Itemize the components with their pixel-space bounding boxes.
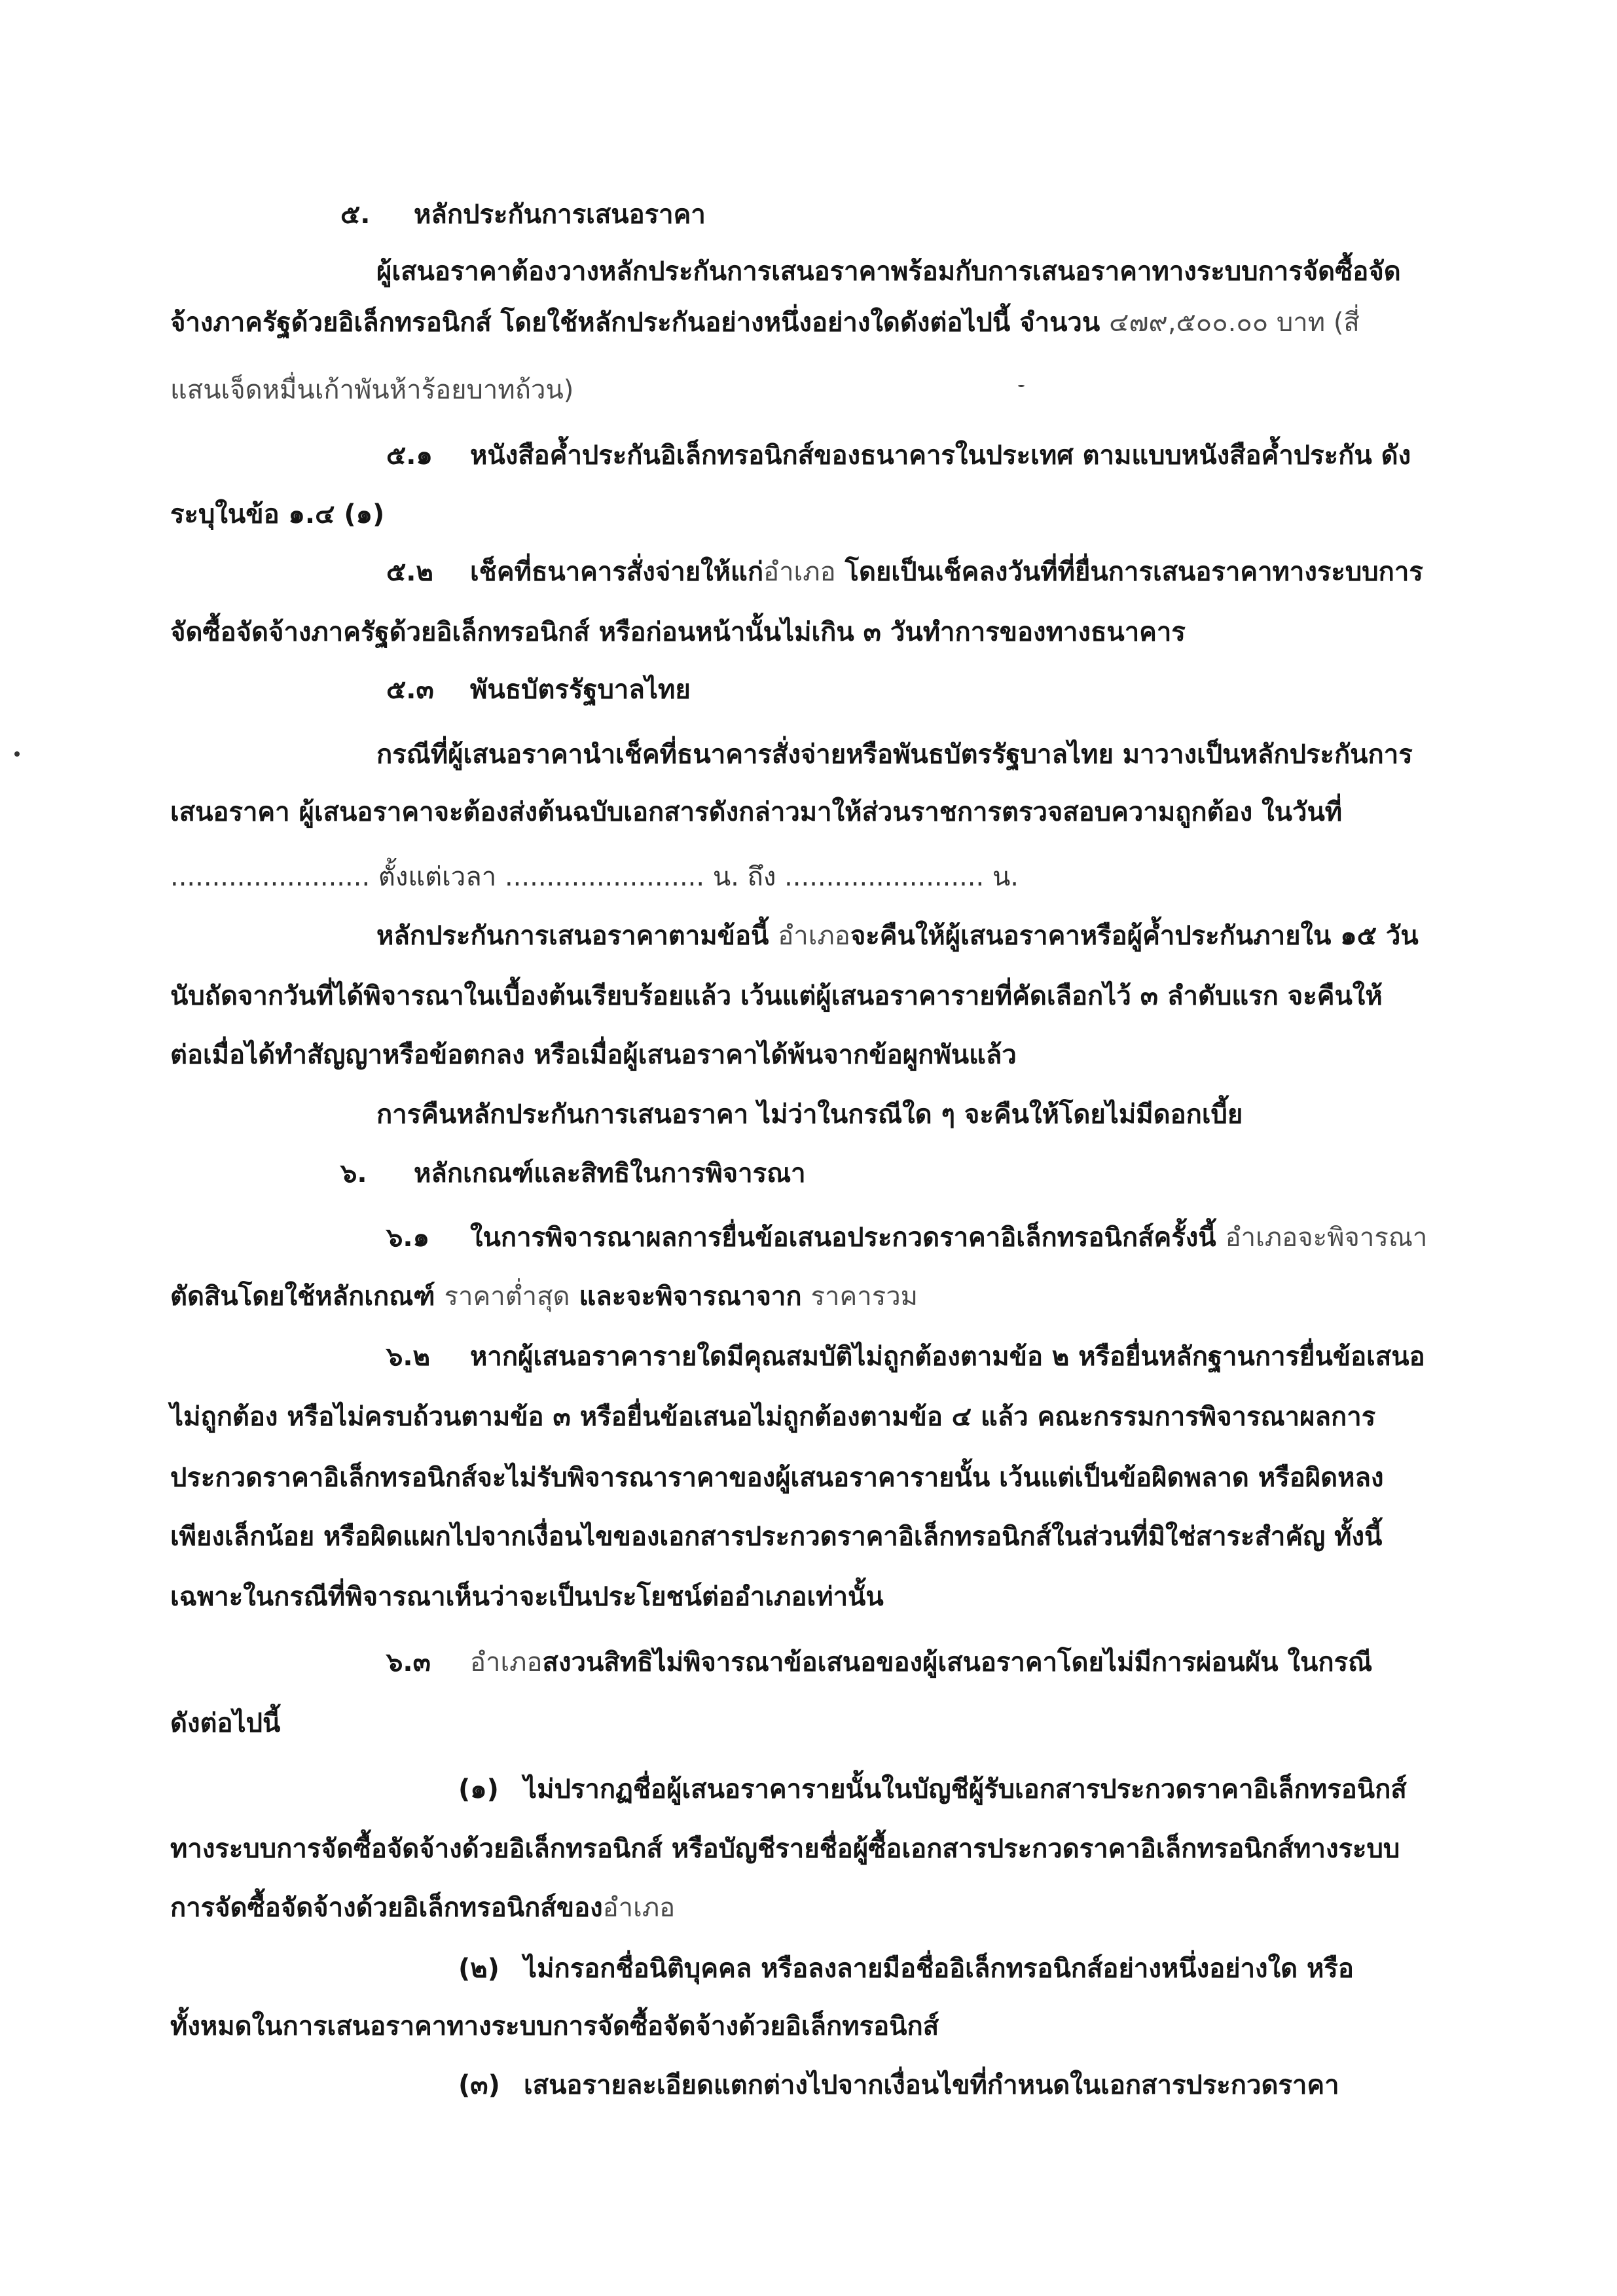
paragraph-line: ทางระบบการจัดซื้อจัดจ้างด้วยอิเล็กทรอนิกส์ หรือบัญชีรายชื่อผู้ซื้อเอกสารประกวดราคาอิเล็กทรอนิกส์ทางระบบ xyxy=(170,1834,1400,1864)
criteria-lowest-price: ราคาต่ำสุด xyxy=(444,1282,570,1312)
paragraph-line: นับถัดจากวันที่ได้พิจารณาในเบื้องต้นเรียบร้อยแล้ว เว้นแต่ผู้เสนอราคารายที่คัดเลือกไว้ ๓ ลำดับแรก จะคืนให้ xyxy=(170,981,1383,1011)
paragraph-line: ระบุในข้อ ๑.๔ (๑) xyxy=(170,499,385,529)
paragraph-line: ประกวดราคาอิเล็กทรอนิกส์จะไม่รับพิจารณาราคาของผู้เสนอราคารายนั้น เว้นแต่เป็นข้อผิดพลาด หรือผิดหลง xyxy=(170,1463,1384,1493)
paragraph-line: การคืนหลักประกันการเสนอราคา ไม่ว่าในกรณีใด ๆ จะคืนให้โดยไม่มีดอกเบี้ย xyxy=(376,1100,1243,1130)
paragraph-line: เสนอราคา ผู้เสนอราคาจะต้องส่งต้นฉบับเอกสารดังกล่าวมาให้ส่วนราชการตรวจสอบความถูกต้อง ในวันที่ xyxy=(170,797,1343,827)
paragraph-line: การจัดซื้อจัดจ้างด้วยอิเล็กทรอนิกส์ของอำเภอ xyxy=(170,1893,676,1923)
sub-item-number: (๒) xyxy=(458,1954,500,1984)
district-office-name: อำเภอ xyxy=(602,1893,676,1923)
item-number: ๖.๓ xyxy=(386,1647,431,1677)
date-time-blank-line: ........................ ตั้งแต่เวลา ........................ น. ถึง ........................ น. xyxy=(170,862,1019,892)
scan-speck xyxy=(14,751,20,757)
item-6-3: ๖.๓ อำเภอสงวนสิทธิไม่พิจารณาข้อเสนอของผู้เสนอราคาโดยไม่มีการผ่อนผัน ในกรณี xyxy=(386,1647,1373,1677)
bid-guarantee-amount: ๔๗๙,๕๐๐.๐๐ บาท (สี่ xyxy=(1109,308,1360,338)
paragraph-line: ทั้งหมดในการเสนอราคาทางระบบการจัดซื้อจัดจ้างด้วยอิเล็กทรอนิกส์ xyxy=(170,2011,939,2041)
paragraph-line: กรณีที่ผู้เสนอราคานำเช็คที่ธนาคารสั่งจ่ายหรือพันธบัตรรัฐบาลไทย มาวางเป็นหลักประกันการ xyxy=(376,740,1413,770)
paragraph-line: เพียงเล็กน้อย หรือผิดแผกไปจากเงื่อนไขของเอกสารประกวดราคาอิเล็กทรอนิกส์ในส่วนที่มิใช่สาระสำคัญ ทั้งนี้ xyxy=(170,1522,1383,1552)
section-6-heading xyxy=(340,1155,806,1192)
paragraph-line: หลักประกันการเสนอราคาตามข้อนี้ อำเภอจะคืนให้ผู้เสนอราคาหรือผู้ค้ำประกันภายใน ๑๕ วัน xyxy=(376,921,1419,951)
criteria-total-price: ราคารวม xyxy=(810,1282,918,1312)
item-5-1: ๕.๑ หนังสือค้ำประกันอิเล็กทรอนิกส์ของธนาคารในประเทศ ตามแบบหนังสือค้ำประกัน ดัง xyxy=(386,440,1411,471)
item-5-2: ๕.๒ เช็คที่ธนาคารสั่งจ่ายให้แก่อำเภอ โดยเป็นเช็คลงวันที่ที่ยื่นการเสนอราคาทางระบบการ xyxy=(386,557,1423,587)
district-office-name: อำเภอ xyxy=(763,557,836,587)
paragraph-line: ดังต่อไปนี้ xyxy=(170,1708,281,1738)
sub-item-2: (๒) ไม่กรอกชื่อนิติบุคคล หรือลงลายมือชื่ออิเล็กทรอนิกส์อย่างหนึ่งอย่างใด หรือ xyxy=(458,1954,1354,1984)
section-number: ๖. xyxy=(340,1158,367,1189)
item-number: ๕.๒ xyxy=(386,557,433,587)
district-office-name: อำเภอ xyxy=(778,921,850,951)
paragraph-line: ตัดสินโดยใช้หลักเกณฑ์ ราคาต่ำสุด และจะพิจารณาจาก ราคารวม xyxy=(170,1282,918,1312)
item-number: ๕.๑ xyxy=(386,440,433,471)
district-office-name: อำเภอ xyxy=(470,1647,543,1677)
paragraph-line: เฉพาะในกรณีที่พิจารณาเห็นว่าจะเป็นประโยชน์ต่ออำเภอเท่านั้น xyxy=(170,1582,884,1612)
item-6-2: ๖.๒ หากผู้เสนอราคารายใดมีคุณสมบัติไม่ถูกต้องตามข้อ ๒ หรือยื่นหลักฐานการยื่นข้อเสนอ xyxy=(386,1342,1425,1372)
scan-speck xyxy=(1018,385,1025,387)
section-number: ๕. xyxy=(340,200,371,230)
item-6-1: ๖.๑ ในการพิจารณาผลการยื่นข้อเสนอประกวดราคาอิเล็กทรอนิกส์ครั้งนี้ อำเภอจะพิจารณา xyxy=(386,1223,1428,1253)
item-number: ๕.๓ xyxy=(386,675,434,705)
item-number: ๖.๑ xyxy=(386,1223,429,1253)
paragraph-line: ไม่ถูกต้อง หรือไม่ครบถ้วนตามข้อ ๓ หรือยื่นข้อเสนอไม่ถูกต้องตามข้อ ๔ แล้ว คณะกรรมการพิจารณาผลการ xyxy=(170,1402,1376,1432)
sub-item-number: (๑) xyxy=(458,1774,499,1804)
amount-in-words: แสนเจ็ดหมื่นเก้าพันห้าร้อยบาทถ้วน) xyxy=(170,375,574,405)
section-title: หลักประกันการเสนอราคา xyxy=(414,200,706,230)
paragraph-line: ผู้เสนอราคาต้องวางหลักประกันการเสนอราคาพร้อมกับการเสนอราคาทางระบบการจัดซื้อจัด xyxy=(376,257,1401,287)
section-5-heading xyxy=(340,196,706,233)
paragraph-line: ต่อเมื่อได้ทำสัญญาหรือข้อตกลง หรือเมื่อผู้เสนอราคาได้พ้นจากข้อผูกพันแล้ว xyxy=(170,1040,1017,1070)
paragraph-line: จ้างภาครัฐด้วยอิเล็กทรอนิกส์ โดยใช้หลักประกันอย่างหนึ่งอย่างใดดังต่อไปนี้ จำนวน ๔๗๙,๕๐๐.๐๐ บาท (สี่ xyxy=(170,308,1360,338)
sub-item-3: (๓) เสนอรายละเอียดแตกต่างไปจากเงื่อนไขที่กำหนดในเอกสารประกวดราคา xyxy=(458,2070,1339,2100)
paragration-line: จัดซื้อจัดจ้างภาครัฐด้วยอิเล็กทรอนิกส์ หรือก่อนหน้านั้นไม่เกิน ๓ วันทำการของทางธนาคาร xyxy=(170,617,1186,647)
item-5-3: ๕.๓ พันธบัตรรัฐบาลไทย xyxy=(386,675,691,705)
item-number: ๖.๒ xyxy=(386,1342,430,1372)
sub-item-number: (๓) xyxy=(458,2070,500,2100)
sub-item-1: (๑) ไม่ปรากฏชื่อผู้เสนอราคารายนั้นในบัญชีผู้รับเอกสารประกวดราคาอิเล็กทรอนิกส์ xyxy=(458,1774,1407,1804)
section-title: หลักเกณฑ์และสิทธิในการพิจารณา xyxy=(414,1158,806,1189)
